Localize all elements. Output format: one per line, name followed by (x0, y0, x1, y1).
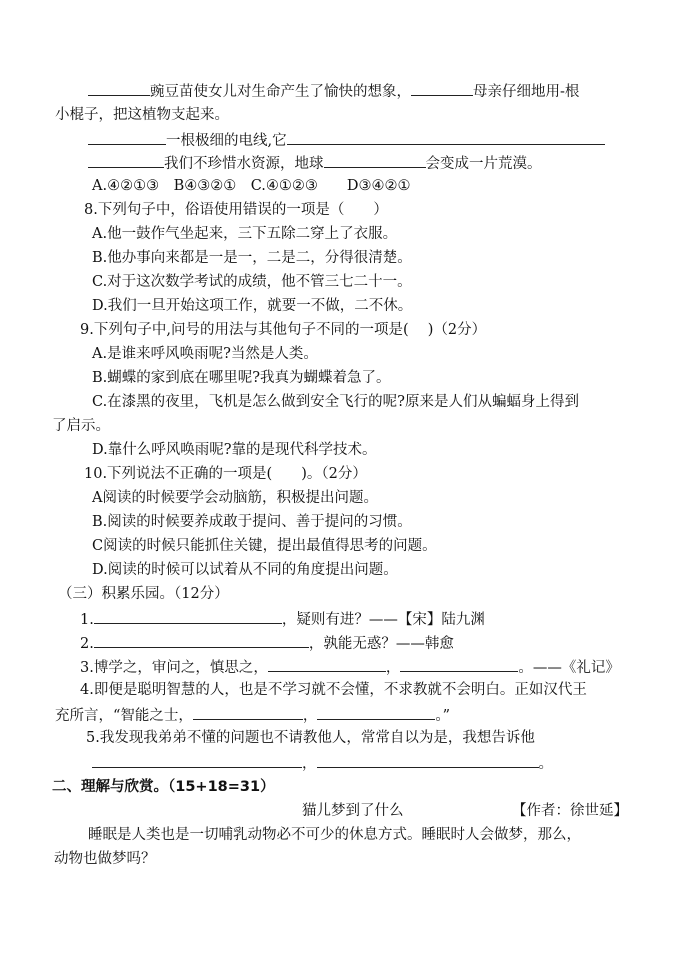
q9-option-d: D.靠什么呼风唤雨呢?靠的是现代科学技术。 (92, 442, 377, 458)
answer-blank[interactable] (94, 633, 309, 648)
section-3-title: （三）积累乐园。（12分） (58, 586, 229, 602)
options-line: A.④②①③ B④③②① C.④①②③ D③④②① (92, 178, 411, 194)
answer-blank[interactable] (317, 753, 539, 768)
passage-author: 【作者：徐世延】 (512, 803, 628, 819)
q8-option-c: C.对于这次数学考试的成绩，他不管三七二十一。 (92, 274, 412, 290)
answer-blank[interactable] (287, 130, 605, 145)
item-4: 4.即便是聪明智慧的人，也是不学习就不会懂，不求教就不会明白。正如汉代王 (80, 682, 587, 698)
answer-blank[interactable] (88, 130, 166, 145)
q10-option-d: D.阅读的时候可以试着从不同的角度提出问题。 (92, 562, 398, 578)
part-2-heading: 二、理解与欣赏。（15+18=31） (52, 779, 275, 795)
item-1: 1. ，疑则有进？——【宋】陆九渊 (80, 609, 485, 629)
passage-title: 猫儿梦到了什么 (302, 803, 404, 819)
q10-stem: 10.下列说法不正确的一项是( )。（2分） (84, 466, 367, 482)
item-2: 2. ，孰能无惑？——韩愈 (80, 633, 454, 653)
q9-option-a: A.是谁来呼风唤雨呢?当然是人类。 (92, 346, 318, 362)
q8-option-d: D.我们一旦开始这项工作，就要一不做，二不休。 (92, 298, 413, 314)
q9-option-c-cont: 了启示。 (52, 418, 110, 434)
passage-paragraph-cont: 动物也做梦吗？ (54, 851, 156, 867)
q10-option-c: C阅读的时候只能抓住关键，提出最值得思考的问题。 (92, 538, 437, 554)
item-3: 3.博学之，审问之，慎思之， ， 。——《礼记》 (80, 657, 620, 677)
q8-option-a: A.他一鼓作气坐起来，三下五除二穿上了衣服。 (92, 226, 398, 242)
answer-blank[interactable] (94, 609, 282, 624)
q10-option-a: A阅读的时候要学会动脑筋，积极提出问题。 (92, 490, 378, 506)
answer-blank[interactable] (317, 705, 435, 720)
passage-paragraph: 睡眠是人类也是一切哺乳动物必不可少的休息方式。睡眠时人会做梦，那么， (88, 827, 581, 843)
answer-blank[interactable] (88, 81, 150, 96)
item-5: 5.我发现我弟弟不懂的问题也不请教他人，常常自以为是，我想告诉他 (86, 730, 535, 746)
q9-option-b: B.蝴蝶的家到底在哪里呢?我真为蝴蝶着急了。 (92, 370, 391, 386)
answer-blank[interactable] (411, 81, 473, 96)
line-3: 一根极细的电线,它 (88, 130, 605, 150)
line-4: 我们不珍惜水资源，地球 会变成一片荒漠。 (88, 153, 542, 173)
answer-blank[interactable] (400, 657, 518, 672)
answer-blank[interactable] (193, 705, 303, 720)
item-5-cont: ， 。 (92, 753, 553, 773)
line-2: 小棍子，把这植物支起来。 (55, 107, 229, 123)
item-4-cont: 充所言，“智能之士， ， 。” (55, 705, 450, 725)
answer-blank[interactable] (88, 153, 164, 168)
q9-option-c: C.在漆黑的夜里，飞机是怎么做到安全飞行的呢?原来是人们从蝙蝠身上得到 (92, 394, 579, 410)
q8-option-b: B.他办事向来都是一是一，二是二，分得很清楚。 (92, 250, 412, 266)
q10-option-b: B.阅读的时候要养成敢于提问、善于提问的习惯。 (92, 514, 412, 530)
q9-stem: 9.下列句子中,问号的用法与其他句子不同的一项是( )（2分） (80, 322, 487, 338)
answer-blank[interactable] (268, 657, 386, 672)
answer-blank[interactable] (324, 153, 426, 168)
q8-stem: 8.下列句子中，俗语使用错误的一项是（ ） (84, 202, 388, 218)
line-1: 豌豆苗使女儿对生命产生了愉快的想象， 母亲仔细地用-根 (88, 81, 579, 101)
answer-blank[interactable] (92, 753, 302, 768)
